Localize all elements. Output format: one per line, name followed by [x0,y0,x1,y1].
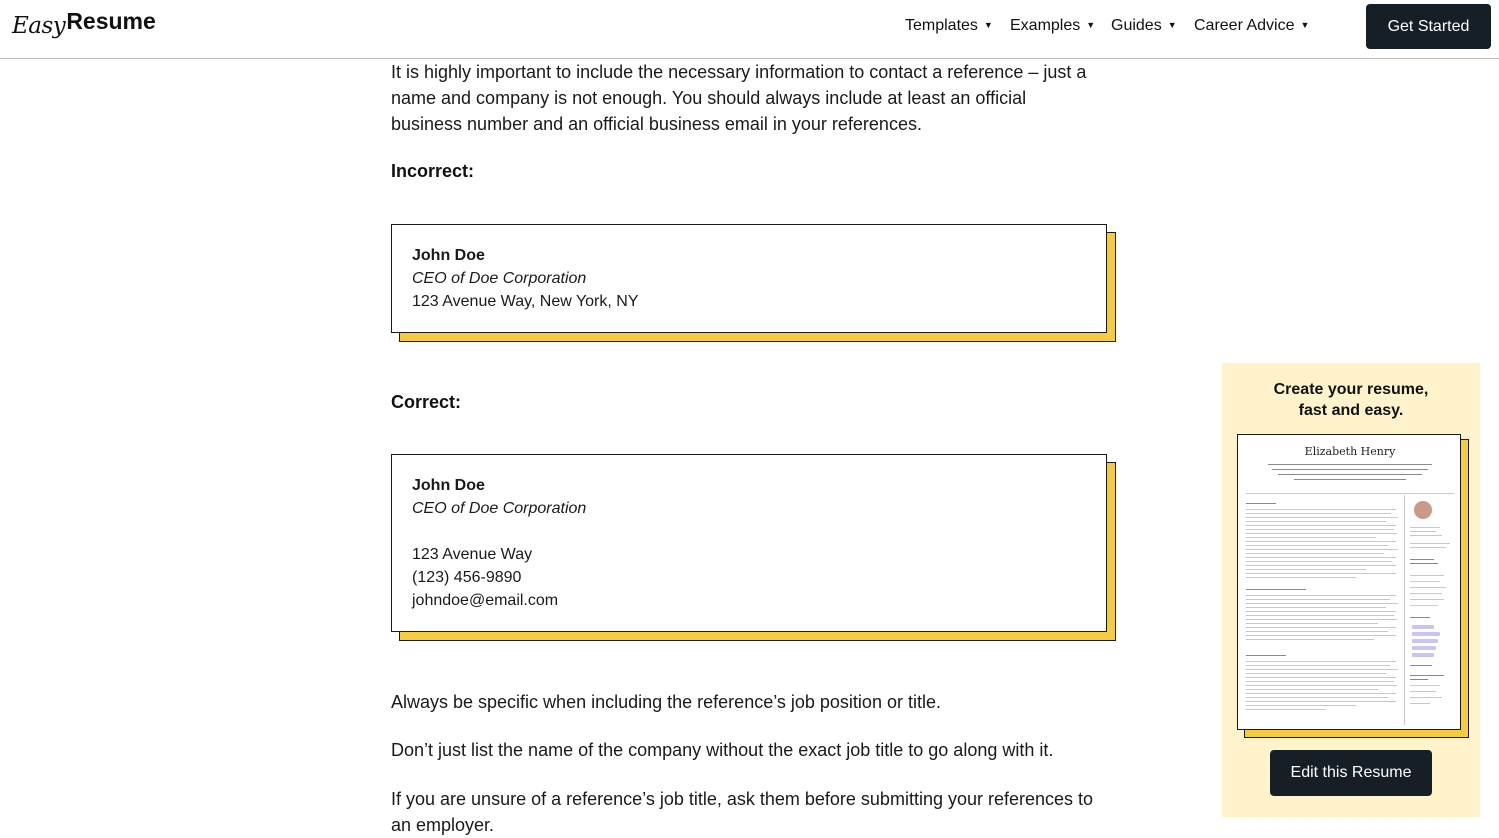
caret-down-icon: ▼ [1167,20,1177,30]
intro-paragraph: It is highly important to include the necessary information to contact a reference – just a name and company is not enough. You should always include at least an official business number and an official business email in your references. [391,62,1087,134]
nav-career-advice[interactable] [1194,17,1309,35]
nav-templates-label: Templates [905,17,978,34]
nav-examples[interactable] [1010,17,1095,35]
reference-name: John Doe [412,247,485,264]
get-started-button[interactable]: Get Started [1366,4,1491,49]
reference-phone: (123) 456-9890 [412,569,522,586]
tip-paragraph: Don’t just list the name of the company without the exact job title to go along with it. [391,740,1054,760]
resume-avatar [1414,501,1432,519]
reference-address: 123 Avenue Way, New York, NY [412,293,639,310]
caret-down-icon: ▼ [1086,20,1096,30]
correct-example-card [391,454,1116,641]
promo-title-line: fast and easy. [1298,402,1404,419]
edit-resume-button[interactable]: Edit this Resume [1270,750,1432,796]
caret-down-icon: ▼ [983,20,993,30]
logo-script-text: Easy [12,13,66,39]
correct-label: Correct: [391,392,462,412]
nav-templates[interactable] [905,17,993,35]
nav-career-advice-label: Career Advice [1194,17,1295,34]
tip-paragraph: Always be specific when including the reference’s job position or title. [391,692,941,712]
resume-preview[interactable] [1237,434,1461,730]
reference-email: johndoe@email.com [412,592,559,609]
promo-title [1222,379,1480,421]
incorrect-example-card [391,224,1116,342]
site-header [0,0,1499,59]
resume-preview-name: Elizabeth Henry [1304,445,1396,458]
incorrect-label: Incorrect: [391,161,475,181]
reference-role: CEO of Doe Corporation [412,270,587,287]
caret-down-icon: ▼ [1300,20,1310,30]
correct-example-content [391,454,1107,632]
incorrect-example-content [391,224,1107,333]
tip-paragraph: If you are unsure of a reference’s job title, ask them before submitting your references to an employer. [391,789,1094,835]
nav-guides[interactable] [1111,17,1177,35]
reference-name: John Doe [412,477,485,494]
logo-bold-text: Resume [66,8,156,34]
nav-examples-label: Examples [1010,17,1081,34]
promo-title-line: Create your resume, [1273,381,1429,398]
reference-role: CEO of Doe Corporation [412,500,587,517]
nav-guides-label: Guides [1111,17,1162,34]
reference-address: 123 Avenue Way [412,546,533,563]
easy-resume-logo[interactable] [12,8,156,48]
